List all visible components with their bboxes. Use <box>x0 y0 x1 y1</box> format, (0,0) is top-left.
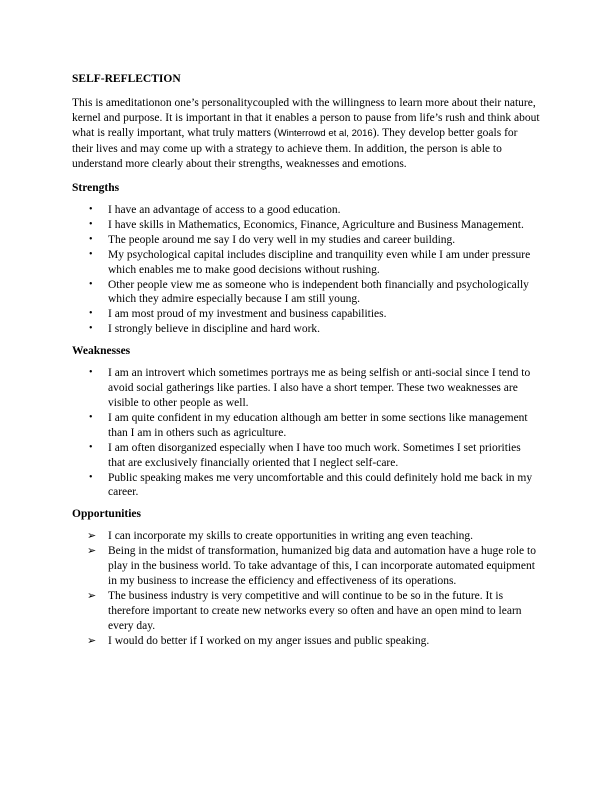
bullet-icon: • <box>89 367 93 379</box>
bullet-icon: • <box>89 411 93 423</box>
list-item: ➢ I can incorporate my skills to create opportunities in writing ang even teaching. <box>87 529 474 543</box>
bullet-icon: • <box>89 323 93 335</box>
arrow-bullet-icon: ➢ <box>87 544 97 558</box>
opportunities-list <box>72 529 540 648</box>
list-item: ➢ The business industry is very competitive and will continue to be so in the future. It is therefore important to create new networks every so often and have an open mind to learn every day. <box>87 588 522 632</box>
arrow-bullet-icon: ➢ <box>87 529 97 543</box>
bullet-icon: • <box>89 278 93 290</box>
bullet-icon: • <box>89 308 93 320</box>
opportunities-heading: Opportunities <box>72 508 142 521</box>
list-item: • I am quite confident in my education although am better in some sections like management than I am in others such as agriculture. <box>89 411 528 439</box>
list-item: • My psychological capital includes discipline and tranquility even while I am under pressure which enables me to make good decisions without rushing. <box>89 248 531 276</box>
list-item: ➢ Being in the midst of transformation, humanized big data and automation have a huge role to play in the business world. To take advantage of this, I can incorporate automated equipment in my business to increase the efficiency and effectiveness of its operations. <box>87 544 536 588</box>
list-item: • Other people view me as someone who is independent both financially and psychologically which they admire especially because I am still young. <box>89 278 529 306</box>
bullet-icon: • <box>89 441 93 453</box>
citation: Winterrowd et al, 2016 <box>277 128 373 140</box>
list-item: ➢ I would do better if I worked on my anger issues and public speaking. <box>87 633 430 647</box>
bullet-icon: • <box>89 204 93 216</box>
list-item: • Public speaking makes me very uncomfortable and this could definitely hold me back in my career. <box>89 471 533 499</box>
weaknesses-list <box>72 366 540 500</box>
intro-paragraph <box>72 96 540 172</box>
list-item: • I have skills in Mathematics, Economics, Finance, Agriculture and Business Management. <box>89 218 524 231</box>
bullet-icon: • <box>89 471 93 483</box>
list-item: • I have an advantage of access to a good education. <box>89 204 341 217</box>
bullet-icon: • <box>89 218 93 230</box>
list-item: • The people around me say I do very well in my studies and career building. <box>89 233 456 246</box>
bullet-icon: • <box>89 233 93 245</box>
arrow-bullet-icon: ➢ <box>87 588 97 602</box>
strengths-list <box>72 203 540 337</box>
strengths-heading: Strengths <box>72 182 120 195</box>
bullet-icon: • <box>89 248 93 260</box>
document-title: SELF-REFLECTION <box>72 73 181 85</box>
list-item: • I am most proud of my investment and business capabilities. <box>89 308 387 321</box>
intro-text-before: This is ameditationon one’s personalitycoupled with the willingness to learn more about their nature, kernel and purpose. It is important in that it enables a person to pause from life’s rush and think about what is really important, what truly matters ( <box>72 97 540 140</box>
arrow-bullet-icon: ➢ <box>87 633 97 647</box>
list-item: • I am an introvert which sometimes portrays me as being selfish or anti-social since I tend to avoid social gatherings like parties. I also have a short temper. These two weaknesses are visible to other people as well. <box>89 367 531 409</box>
list-item: • I am often disorganized especially when I have too much work. Sometimes I set priorities that are exclusively financially oriented that I neglect self-care. <box>89 441 521 469</box>
weaknesses-heading: Weaknesses <box>72 345 131 358</box>
list-item: • I strongly believe in discipline and hard work. <box>89 323 321 336</box>
intro-text-after: ). They develop better goals for their lives and may come up with a strategy to achieve them. In addition, the person is able to understand more clearly about their strengths, weaknesses and emotions. <box>72 127 518 170</box>
